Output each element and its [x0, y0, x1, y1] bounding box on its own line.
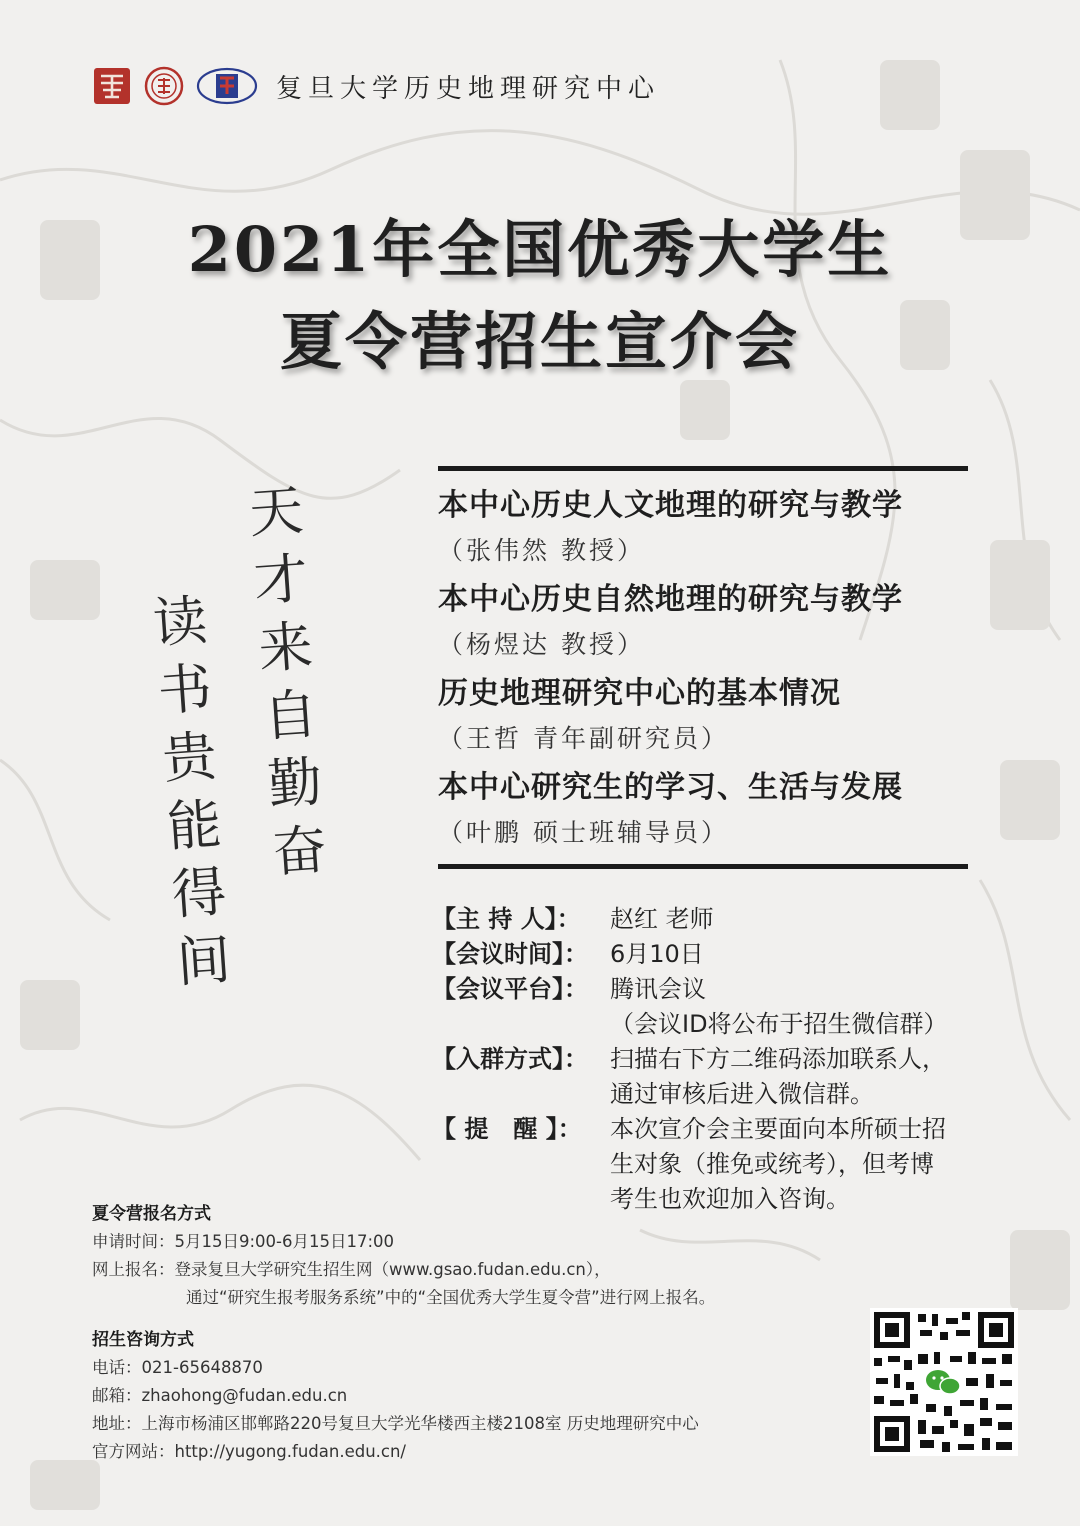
talk-speaker: （张伟然 教授）: [438, 536, 645, 565]
join-value-line: 扫描右下方二维码添加联系人，: [610, 1045, 946, 1073]
talk-speaker: （杨煜达 教授）: [438, 630, 645, 659]
talk-title: 本中心研究生的学习、生活与发展: [438, 770, 903, 805]
official-website-link[interactable]: 官方网站：http://yugong.fudan.edu.cn/: [92, 1442, 406, 1461]
platform-row: [432, 972, 1032, 1042]
postal-address: 地址：上海市杨浦区邯郸路220号复旦大学光华楼西主楼2108室 历史地理研究中心: [92, 1414, 699, 1433]
page-title-line-1: 2021年全国优秀大学生: [187, 213, 893, 286]
registration-heading: 夏令营报名方式: [92, 1204, 211, 1224]
time-label: 【会议时间】：: [432, 940, 588, 968]
apply-time: 申请时间：5月15日9:00-6月15日17:00: [92, 1232, 395, 1251]
host-label: 【主 持 人】：: [432, 905, 581, 933]
talk-speaker: （叶鹏 硕士班辅导员）: [438, 818, 729, 847]
join-value: [610, 1042, 990, 1112]
organization-name: 复旦大学历史地理研究中心: [276, 73, 661, 104]
talk-list: [438, 480, 998, 856]
divider-top: [438, 466, 968, 471]
reminder-value-line: 生对象（推免或统考），但考博: [610, 1150, 934, 1178]
join-label: 【入群方式】：: [432, 1045, 588, 1073]
host-value: 赵红 老师: [610, 905, 714, 933]
contact-section: [92, 1200, 715, 1466]
host-row: [432, 902, 1032, 937]
talk-title: 历史地理研究中心的基本情况: [438, 676, 841, 711]
platform-value-line: （会议ID将公布于招生微信群）: [610, 1010, 948, 1038]
join-value-line: 通过审核后进入微信群。: [610, 1080, 874, 1108]
header-logo-row: [92, 64, 660, 108]
talk-speaker: （王哲 青年副研究员）: [438, 724, 729, 753]
consult-heading: 招生咨询方式: [92, 1330, 194, 1350]
online-registration-detail: 通过“研究生报考服务系统”中的“全国优秀大学生夏令营”进行网上报名。: [186, 1288, 716, 1307]
seal-logo-icon: [92, 66, 132, 106]
platform-label: 【会议平台】：: [432, 975, 588, 1003]
email-address[interactable]: 邮箱：zhaohong@fudan.edu.cn: [92, 1386, 348, 1405]
phone-number[interactable]: 电话：021-65648870: [92, 1358, 263, 1377]
institute-logo-icon: [196, 66, 258, 106]
talk-title: 本中心历史人文地理的研究与教学: [438, 488, 903, 523]
divider-bottom: [438, 864, 968, 869]
join-row: [432, 1042, 1032, 1112]
fudan-university-emblem-icon: [144, 66, 184, 106]
calligraphy-motto-right: 天才来自勤奋: [246, 478, 329, 885]
platform-value-line: 腾讯会议: [610, 975, 706, 1003]
time-value: 6月10日: [610, 940, 704, 968]
wechat-qr-code-icon[interactable]: [870, 1308, 1018, 1456]
calligraphy-motto-left: 读书贵能得间: [150, 588, 233, 995]
time-row: [432, 937, 1032, 972]
platform-value: [610, 972, 990, 1042]
reminder-value-line: 考生也欢迎加入咨询。: [610, 1185, 850, 1213]
reminder-label: 【 提 醒 】：: [432, 1115, 582, 1143]
page-title-line-2: 夏令营招生宣介会: [279, 305, 800, 378]
online-registration[interactable]: 网上报名：登录复旦大学研究生招生网（www.gsao.fudan.edu.cn），: [92, 1260, 611, 1279]
talk-title: 本中心历史自然地理的研究与教学: [438, 582, 903, 617]
reminder-value-line: 本次宣介会主要面向本所硕士招: [610, 1115, 946, 1143]
meeting-info: [432, 902, 1032, 1217]
